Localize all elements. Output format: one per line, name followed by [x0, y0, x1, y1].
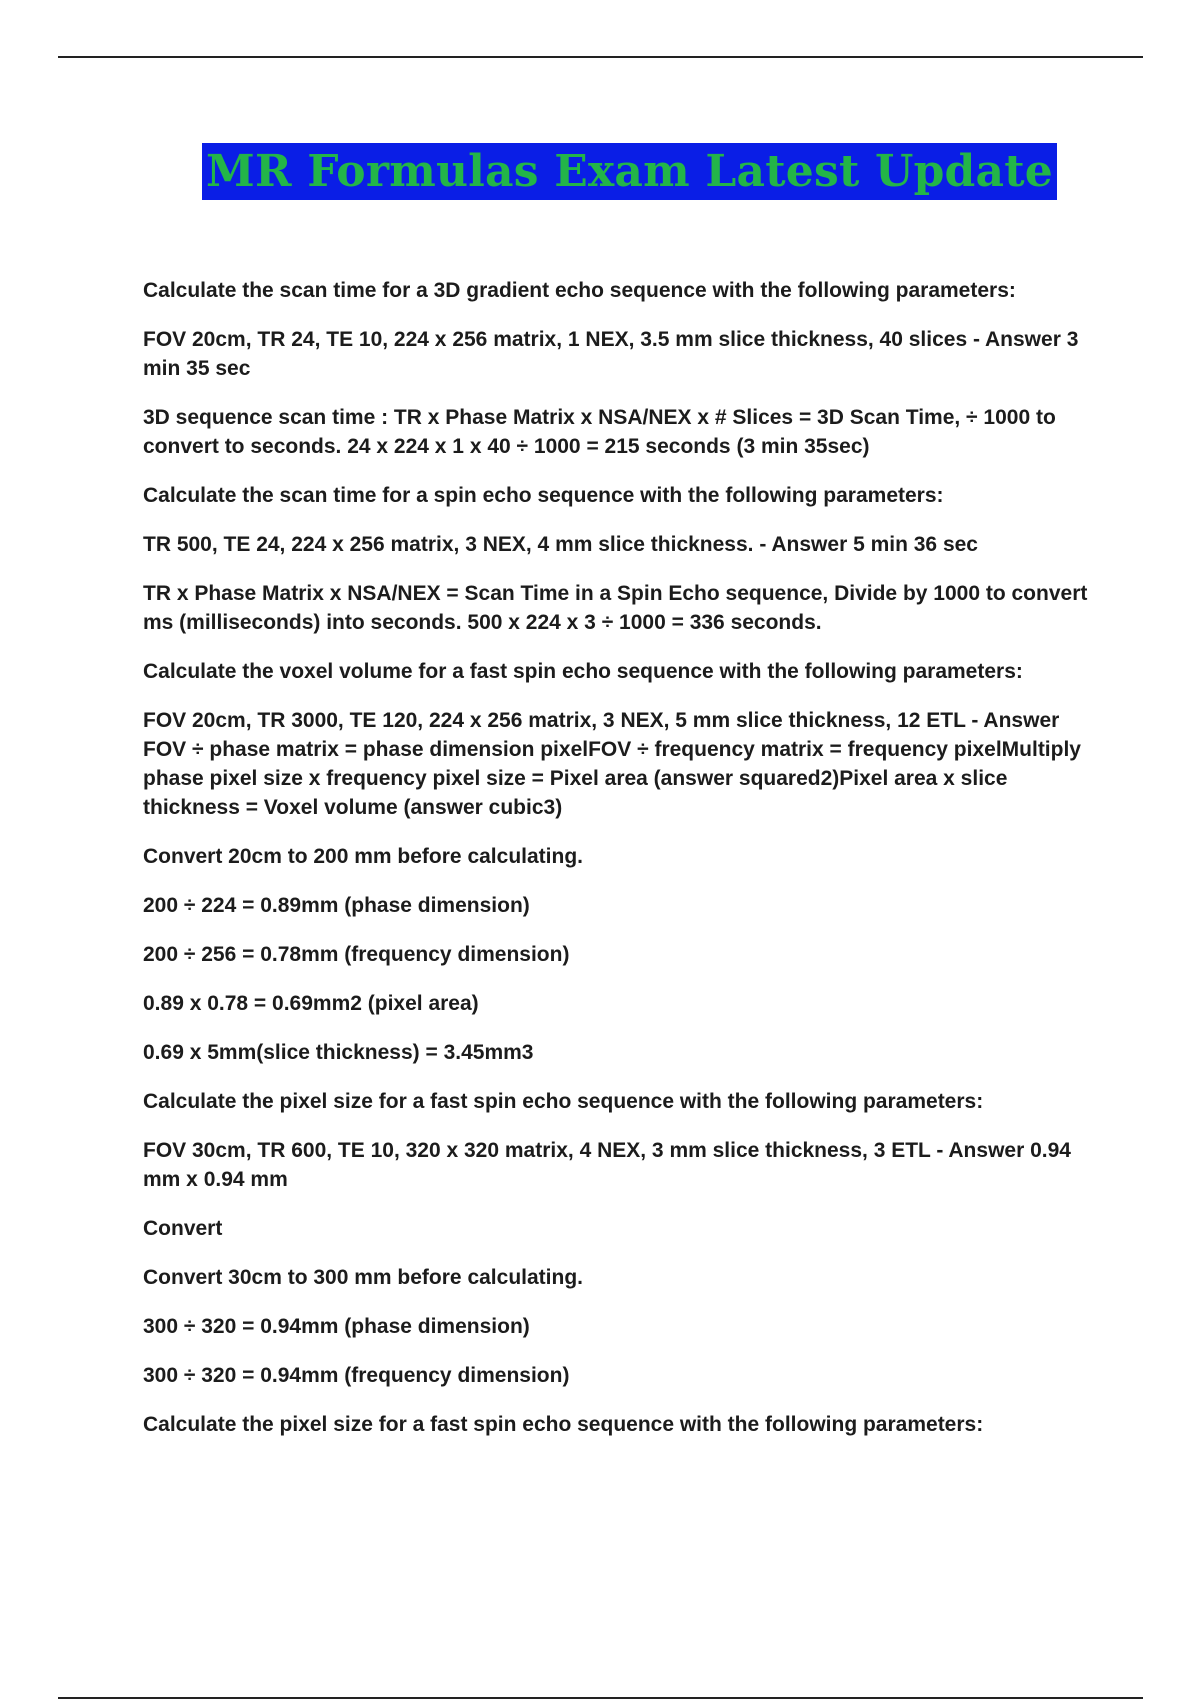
paragraph-step: Convert 20cm to 200 mm before calculating. — [143, 845, 583, 868]
title-banner — [202, 143, 1057, 200]
paragraph-step: 0.89 x 0.78 = 0.69mm2 (pixel area) — [143, 992, 479, 1015]
paragraph-question: Calculate the scan time for a spin echo sequence with the following parameters: — [143, 484, 944, 507]
paragraph-question: Calculate the voxel volume for a fast spin echo sequence with the following parameters: — [143, 660, 1023, 683]
paragraph-explanation: TR x Phase Matrix x NSA/NEX = Scan Time in a Spin Echo sequence, Divide by 1000 to convert ms (milliseconds) into seconds. 500 x 224 x 3 ÷ 1000 = 336 seconds. — [143, 582, 1088, 634]
paragraph-parameters: FOV 20cm, TR 24, TE 10, 224 x 256 matrix, 1 NEX, 3.5 mm slice thickness, 40 slices - Answer 3 min 35 sec — [143, 328, 1079, 380]
paragraph-question: Calculate the scan time for a 3D gradient echo sequence with the following parameters: — [143, 279, 1016, 302]
paragraph-explanation: 3D sequence scan time : TR x Phase Matrix x NSA/NEX x # Slices = 3D Scan Time, ÷ 1000 to convert to seconds. 24 x 224 x 1 x 40 ÷ 1000 = 215 seconds (3 min 35sec) — [143, 406, 1056, 458]
paragraph-step: 300 ÷ 320 = 0.94mm (frequency dimension) — [143, 1364, 570, 1387]
paragraph-parameters: TR 500, TE 24, 224 x 256 matrix, 3 NEX, 4 mm slice thickness. - Answer 5 min 36 sec — [143, 533, 978, 556]
top-divider — [58, 56, 1143, 58]
bottom-divider — [58, 1697, 1143, 1699]
paragraph-step: 200 ÷ 256 = 0.78mm (frequency dimension) — [143, 943, 570, 966]
paragraph-step: 300 ÷ 320 = 0.94mm (phase dimension) — [143, 1315, 530, 1338]
paragraph-parameters: FOV 20cm, TR 3000, TE 120, 224 x 256 matrix, 3 NEX, 5 mm slice thickness, 12 ETL - Answer FOV ÷ phase matrix = phase dimension pixelFOV ÷ frequency matrix = frequency pixelMultiply phase pixel size x frequency pixel size = Pixel area (answer squared2)Pixel area x slice thickness = Voxel volume (answer cubic3) — [143, 709, 1081, 819]
page-title: MR Formulas Exam Latest Update — [206, 145, 1053, 197]
paragraph-step: 200 ÷ 224 = 0.89mm (phase dimension) — [143, 894, 530, 917]
paragraph-question: Calculate the pixel size for a fast spin echo sequence with the following parameters: — [143, 1090, 984, 1113]
paragraph-step: 0.69 x 5mm(slice thickness) = 3.45mm3 — [143, 1041, 534, 1064]
paragraph-question: Calculate the pixel size for a fast spin echo sequence with the following parameters: — [143, 1413, 984, 1436]
document-body — [143, 276, 1098, 1459]
paragraph-parameters: FOV 30cm, TR 600, TE 10, 320 x 320 matrix, 4 NEX, 3 mm slice thickness, 3 ETL - Answer 0.94 mm x 0.94 mm — [143, 1139, 1071, 1191]
paragraph-step: Convert — [143, 1217, 223, 1240]
paragraph-step: Convert 30cm to 300 mm before calculating. — [143, 1266, 583, 1289]
